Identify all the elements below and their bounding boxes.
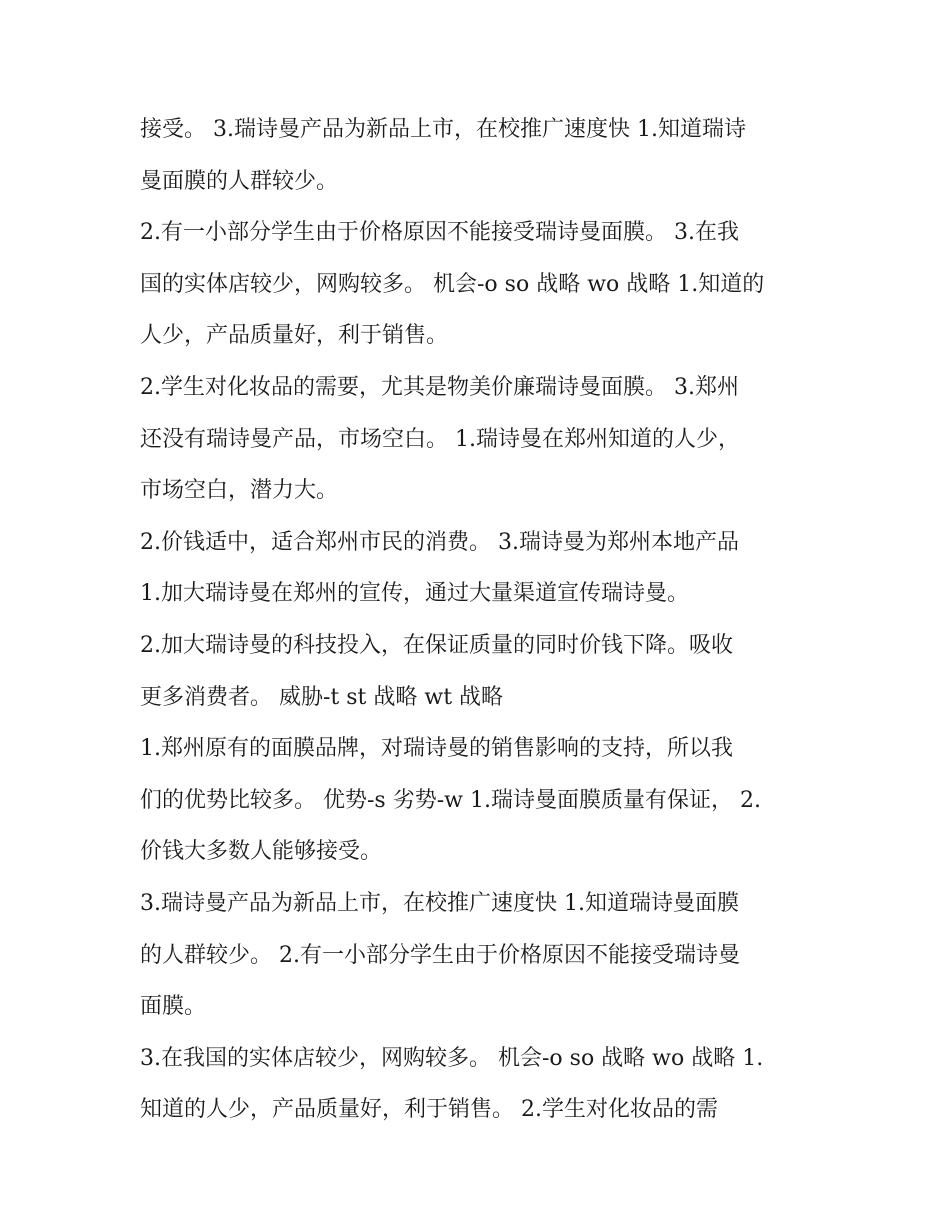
text-line: 曼面膜的人群较少。 <box>140 168 339 194</box>
text-line: 更多消费者。 威胁-t st 战略 wt 战略 <box>140 684 504 710</box>
text-line: 价钱大多数人能够接受。 <box>140 839 383 865</box>
text-line: 2.加大瑞诗曼的科技投入，在保证质量的同时价钱下降。吸收 <box>140 632 733 658</box>
text-line: 知道的人少，产品质量好，利于销售。 2.学生对化妆品的需 <box>140 1097 718 1123</box>
text-line: 2.学生对化妆品的需要，尤其是物美价廉瑞诗曼面膜。 3.郑州 <box>140 374 739 400</box>
document-body <box>140 104 820 1136</box>
text-line: 还没有瑞诗曼产品，市场空白。 1.瑞诗曼在郑州知道的人少， <box>140 426 740 452</box>
text-line: 面膜。 <box>140 994 207 1020</box>
text-line: 2.价钱适中，适合郑州市民的消费。 3.瑞诗曼为郑州本地产品 <box>140 529 739 555</box>
text-line: 的人群较少。 2.有一小部分学生由于价格原因不能接受瑞诗曼 <box>140 942 740 968</box>
text-line: 们的优势比较多。 优势-s 劣势-w 1.瑞诗曼面膜质量有保证， 2. <box>140 787 761 813</box>
text-line: 接受。 3.瑞诗曼产品为新品上市，在校推广速度快 1.知道瑞诗 <box>140 117 746 142</box>
text-line: 市场空白，潜力大。 <box>140 478 339 504</box>
text-line: 1.加大瑞诗曼在郑州的宣传，通过大量渠道宣传瑞诗曼。 <box>140 581 689 607</box>
text-line: 人少，产品质量好，利于销售。 <box>140 323 449 349</box>
text-line: 国的实体店较少，网购较多。 机会-o so 战略 wo 战略 1.知道的 <box>140 271 765 297</box>
text-line: 1.郑州原有的面膜品牌，对瑞诗曼的销售影响的支持，所以我 <box>140 736 733 762</box>
text-line: 3.在我国的实体店较少，网购较多。 机会-o so 战略 wo 战略 1. <box>140 1045 764 1071</box>
text-line: 3.瑞诗曼产品为新品上市，在校推广速度快 1.知道瑞诗曼面膜 <box>140 890 739 916</box>
text-line: 2.有一小部分学生由于价格原因不能接受瑞诗曼面膜。 3.在我 <box>140 220 739 246</box>
